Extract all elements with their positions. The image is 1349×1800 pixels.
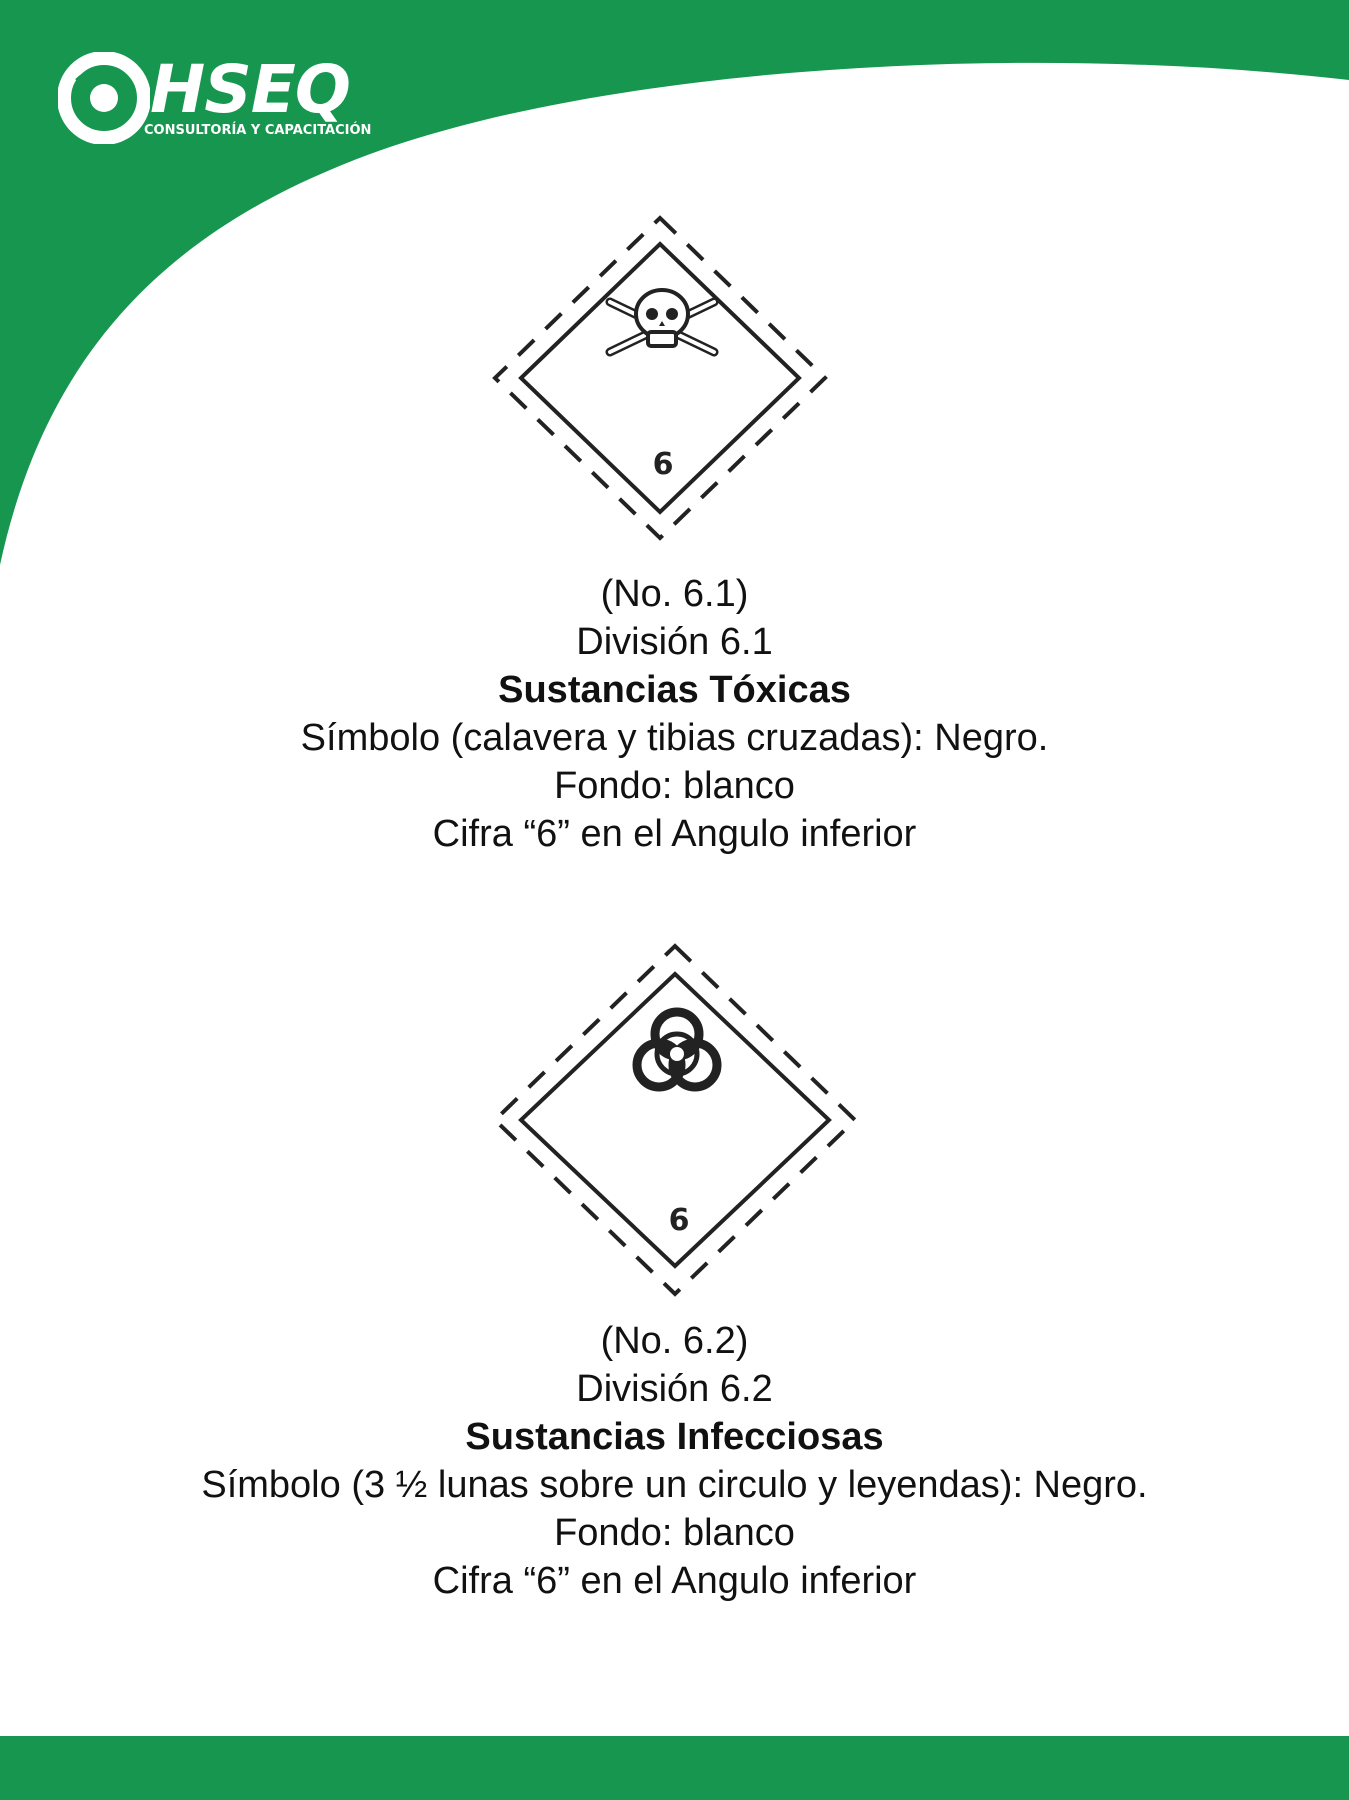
caption-toxic	[0, 570, 1349, 858]
placard-background: Fondo: blanco	[554, 765, 795, 807]
placard-number: 6	[668, 1203, 690, 1238]
placard-toxic	[480, 210, 840, 550]
placard-number: 6	[652, 447, 674, 482]
placard-code: (No. 6.1)	[600, 573, 749, 615]
footer-bar	[0, 1736, 1349, 1800]
placard-code: (No. 6.2)	[600, 1320, 749, 1362]
logo-tagline: CONSULTORÍA Y CAPACITACIÓN	[144, 123, 372, 138]
hseq-logo	[58, 50, 398, 150]
placard-division: División 6.2	[576, 1368, 773, 1410]
logo-swirl-icon	[58, 52, 150, 144]
logo-wordmark: HSEQ	[150, 51, 350, 128]
placard-symbol-description: Símbolo (3 ½ lunas sobre un circulo y leyendas): Negro.	[201, 1464, 1148, 1506]
placard-title: Sustancias Infecciosas	[465, 1416, 884, 1458]
placard-title: Sustancias Tóxicas	[498, 669, 851, 711]
caption-infectious	[0, 1317, 1349, 1605]
placard-figure: Cifra “6” en el Angulo inferior	[432, 813, 917, 855]
placard-infectious	[485, 940, 865, 1300]
placard-symbol-description: Símbolo (calavera y tibias cruzadas): Negro.	[300, 717, 1049, 759]
placard-background: Fondo: blanco	[554, 1512, 795, 1554]
placard-figure: Cifra “6” en el Angulo inferior	[432, 1560, 917, 1602]
placard-division: División 6.1	[576, 621, 773, 663]
